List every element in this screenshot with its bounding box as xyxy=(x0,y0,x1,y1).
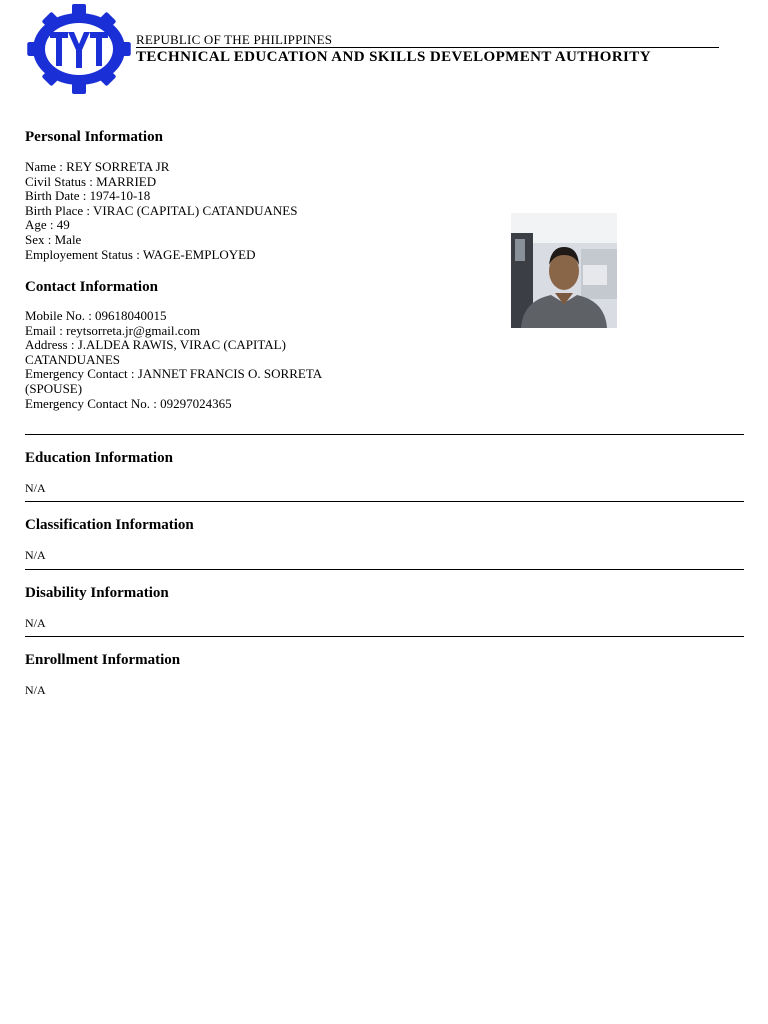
personal-info-title: Personal Information xyxy=(25,129,163,145)
agency-heading: TECHNICAL EDUCATION AND SKILLS DEVELOPMENT AUTHORITY xyxy=(136,49,651,65)
republic-heading: REPUBLIC OF THE PHILIPPINES xyxy=(136,32,333,47)
classification-info-value: N/A xyxy=(25,548,46,562)
civil-status-line: Civil Status : MARRIED xyxy=(25,173,157,189)
contact-info-title: Contact Information xyxy=(25,279,158,295)
section-divider xyxy=(25,569,744,570)
profile-photo xyxy=(511,213,617,328)
personal-info-list xyxy=(25,160,297,262)
enrollment-info-value: N/A xyxy=(25,683,46,697)
disability-info-title: Disability Information xyxy=(25,585,169,601)
address-line: Address : J.ALDEA RAWIS, VIRAC (CAPITAL) xyxy=(25,337,286,353)
address-line-2: CATANDUANES xyxy=(25,351,121,367)
emergency-contact-line-2: (SPOUSE) xyxy=(25,380,83,396)
name-line: Name : REY SORRETA JR xyxy=(25,159,170,174)
mobile-line: Mobile No. : 09618040015 xyxy=(25,308,167,323)
age-line: Age : 49 xyxy=(25,217,70,233)
section-divider xyxy=(25,434,744,435)
disability-info-value: N/A xyxy=(25,616,46,630)
email-line: Email : reytsorreta.jr@gmail.com xyxy=(25,322,201,338)
employment-status-line: Employement Status : WAGE-EMPLOYED xyxy=(25,246,256,262)
classification-info-title: Classification Information xyxy=(25,517,194,533)
sex-line: Sex : Male xyxy=(25,231,82,247)
section-divider xyxy=(25,501,744,502)
enrollment-info-title: Enrollment Information xyxy=(25,652,181,668)
birth-date-line: Birth Date : 1974-10-18 xyxy=(25,188,151,204)
education-info-title: Education Information xyxy=(25,450,173,466)
education-info-value: N/A xyxy=(25,481,46,495)
contact-info-list xyxy=(25,309,322,411)
emergency-contact-line: Emergency Contact : JANNET FRANCIS O. SORRETA xyxy=(25,366,323,382)
emergency-contact-no-line: Emergency Contact No. : 09297024365 xyxy=(25,395,232,411)
birth-place-line: Birth Place : VIRAC (CAPITAL) CATANDUANES xyxy=(25,202,298,218)
section-divider xyxy=(25,636,744,637)
tesda-logo-icon xyxy=(24,4,134,94)
header-divider xyxy=(136,47,719,48)
